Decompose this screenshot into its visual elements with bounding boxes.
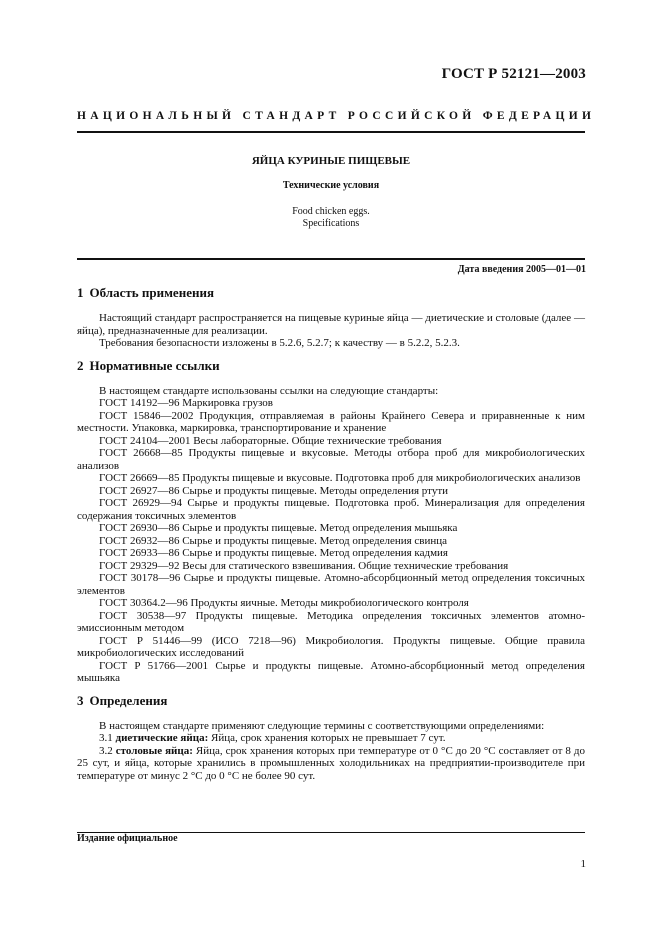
definition-item: 3.1 диетические яйца: Яйца, срок хранения которых не превышает 7 сут. — [99, 732, 446, 744]
reference-item: ГОСТ 30178—96 Сырье и продукты пищевые. Атомно-абсорбционный метод определения токсичных элементов — [77, 572, 585, 597]
section-title: Нормативные ссылки — [89, 357, 220, 373]
title-rule — [77, 258, 585, 260]
reference-item: ГОСТ 24104—2001 Весы лабораторные. Общие технические требования — [99, 434, 442, 447]
document-body — [77, 285, 585, 782]
section-title: Определения — [89, 692, 168, 708]
paragraph: В настоящем стандарте использованы ссылки на следующие стандарты: — [99, 384, 439, 397]
reference-item: ГОСТ 26669—85 Продукты пищевые и вкусовые. Подготовка проб для микробиологических анализов — [99, 472, 581, 484]
document-code: ГОСТ Р 52121—2003 — [441, 66, 586, 82]
top-rule — [77, 131, 585, 133]
section-number: 2 — [77, 357, 84, 373]
page-number: 1 — [580, 858, 586, 870]
section-number: 1 — [77, 285, 84, 300]
reference-item: ГОСТ Р 51446—99 (ИСО 7218—96) Микробиология. Продукты пищевые. Общие правила микробиологических исследований — [77, 634, 585, 659]
document-subtitle: Технические условия — [282, 180, 380, 191]
national-standard-banner: НАЦИОНАЛЬНЫЙ СТАНДАРТ РОССИЙСКОЙ ФЕДЕРАЦИИ — [77, 110, 596, 122]
reference-item: ГОСТ 30538—97 Продукты пищевые. Методика определения токсичных элементов атомно-эмиссионным методом — [77, 609, 585, 634]
paragraph: В настоящем стандарте применяют следующие термины с соответствующими определениями: — [99, 719, 545, 732]
paragraph: Требования безопасности изложены в 5.2.6, 5.2.7; к качеству — в 5.2.2, 5.2.3. — [99, 337, 460, 349]
reference-item: ГОСТ 30364.2—96 Продукты яичные. Методы микробиологического контроля — [99, 597, 469, 609]
paragraph: Настоящий стандарт распространяется на пищевые куриные яйца — диетические и столовые (далее — яйца), предназначенные для реализации. — [77, 312, 585, 337]
definition-term: столовые яйца: — [115, 744, 193, 757]
document-title: ЯЙЦА КУРИНЫЕ ПИЩЕВЫЕ — [251, 155, 411, 167]
english-title-line-1: Food chicken eggs. — [292, 206, 370, 217]
edition-label: Издание официальное — [77, 833, 178, 844]
reference-item: ГОСТ Р 51766—2001 Сырье и продукты пищевые. Атомно-абсорбционный метод определения мышьяка — [77, 659, 585, 684]
reference-item: ГОСТ 14192—96 Маркировка грузов — [99, 397, 273, 409]
section-heading-3 — [77, 693, 585, 709]
english-title — [77, 206, 585, 230]
section-title: Область применения — [89, 285, 214, 300]
section-number: 3 — [77, 692, 84, 708]
reference-item: ГОСТ 26932—86 Сырье и продукты пищевые. Метод определения свинца — [99, 534, 448, 547]
definition-item: 3.2 столовые яйца: Яйца, срок хранения которых при температуре от 0 °С до 20 °С составляет от 8 до 25 сут, и яйца, которые хранились в промышленных холодильниках на предприятии-производителе при температуре от минус 2 °С до 0 °С не более 90 сут. — [77, 744, 586, 782]
section-heading-2 — [77, 358, 585, 374]
introduction-date: Дата введения 2005—01—01 — [457, 264, 586, 275]
section-heading-1 — [77, 285, 585, 301]
reference-item: ГОСТ 26927—86 Сырье и продукты пищевые. Методы определения ртути — [99, 484, 449, 497]
reference-item: ГОСТ 29329—92 Весы для статического взвешивания. Общие технические требования — [99, 559, 509, 572]
reference-item: ГОСТ 15846—2002 Продукция, отправляемая в районы Крайнего Севера и приравненные к ним местности. Упаковка, маркировка, транспортирование и хранение — [77, 409, 585, 434]
reference-item: ГОСТ 26930—86 Сырье и продукты пищевые. Метод определения мышьяка — [99, 522, 458, 534]
definition-term: диетические яйца: — [115, 732, 209, 744]
reference-item: ГОСТ 26668—85 Продукты пищевые и вкусовые. Методы отбора проб для микробиологических анализов — [77, 447, 585, 472]
reference-item: ГОСТ 26929—94 Сырье и продукты пищевые. Подготовка проб. Минерализация для определения содержания токсичных элементов — [77, 497, 585, 522]
reference-item: ГОСТ 26933—86 Сырье и продукты пищевые. Метод определения кадмия — [99, 547, 448, 559]
english-title-line-2: Specifications — [302, 218, 360, 229]
